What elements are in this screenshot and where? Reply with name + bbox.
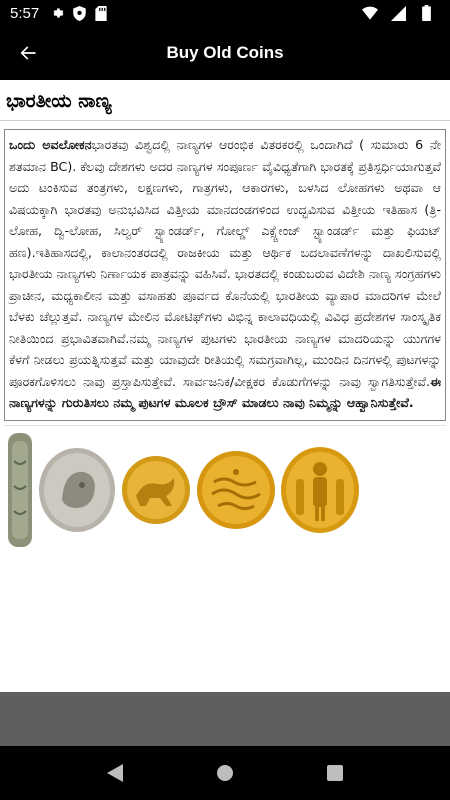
arrow-left-icon [18,43,38,63]
page-heading: ಭಾರತೀಯ ನಾಣ್ಯ [0,80,450,121]
content-area[interactable] [0,80,450,692]
settings-icon [49,5,65,21]
gold-animal-coin [118,452,194,528]
shield-icon [71,5,87,21]
silver-portrait-coin [36,445,118,535]
gold-figure-coin [278,445,362,535]
status-bar [0,0,450,26]
back-button[interactable] [0,26,56,80]
app-title: Buy Old Coins [166,43,284,62]
status-time: 5:57 [10,4,40,22]
signal-icon [390,5,406,21]
nav-home-button[interactable] [205,753,245,793]
article-intro-bold: ಒಂದು ಅವಲೋಕನ [9,137,92,152]
coins-image-strip [4,425,446,551]
status-right-group [362,5,440,21]
nav-recents-button[interactable] [315,753,355,793]
wifi-icon [362,5,378,21]
article-text [4,129,446,421]
system-nav-bar [0,746,450,800]
article-body: ಭಾರತವು ವಿಶ್ವದಲ್ಲಿ ನಾಣ್ಯಗಳ ಆರಂಭಿಕ ವಿತರಕರಲ್ಲಿ ಒಂದಾಗಿದೆ ( ಸುಮಾರು 6 ನೇ ಶತಮಾನ BC). ಕೆಲವು ದೇಶಗಳು ಅದರ ನಾಣ್ಯಗಳ ಸಂಪೂರ್ಣ ವೈವಿಧ್ಯತೆಗಾಗಿ ಭಾರತಕ್ಕೆ ಪ್ರತಿಸ್ಪರ್ಧಿಯಾಗುತ್ತವೆ ಅದು ಟಂಕಿಸುವ ತಂತ್ರಗಳು, ಲಕ್ಷಣಗಳು, ಗಾತ್ರಗಳು, ಆಕಾರಗಳು, ಬಳಸಿದ ಲೋಹಗಳು ಅಥವಾ ಆ ವಿಷಯಕ್ಕಾಗಿ ಭಾರತವು ಅನುಭವಿಸಿದ ವಿತ್ತೀಯ ಮಾನದಂಡಗಳಿಂದ ಉದ್ಭವಿಸುವ ವಿತ್ತೀಯ ಇತಿಹಾಸ (ತ್ರಿ-ಲೋಹ, ದ್ವಿ-ಲೋಹ, ಸಿಲ್ವರ್ ಸ್ಟ್ಯಾಂಡರ್ಡ್, ಗೋಲ್ಡ್ ಎಕ್ಸ್ಚೇಂಜ್ ಸ್ಟ್ಯಾಂಡರ್ಡ್ ಮತ್ತು ಫಿಯಟ್ ಹಣ).ಇತಿಹಾಸದಲ್ಲಿ, ಕಾಲಾನಂತರದಲ್ಲಿ ರಾಜಕೀಯ ಮತ್ತು ಆರ್ಥಿಕ ಬದಲಾವಣೆಗಳನ್ನು ದಾಖಲಿಸುವಲ್ಲಿ ಭಾರತೀಯ ನಾಣ್ಯಗಳು ನಿರ್ಣಾಯಕ ಪಾತ್ರವನ್ನು ವಹಿಸಿವೆ. ಭಾರತದಲ್ಲಿ ಕಂಡುಬರುವ ವಿದೇಶಿ ನಾಣ್ಯ ಸಂಗ್ರಹಗಳು ಪ್ರಾಚೀನ, ಮಧ್ಯಕಾಲೀನ ಮತ್ತು ವಸಾಹತು ಪೂರ್ವದ ಕೊನೆಯಲ್ಲಿ ಭಾರತೀಯ ವ್ಯಾಪಾರ ಮಾದರಿಗಳ ಮೇಲೆ ಬೆಳಕು ಚೆಲ್ಲುತ್ತವೆ. ನಾಣ್ಯಗಳ ಮೇಲಿನ ಮೋಟಿಫ್‌ಗಳು ವಿಭಿನ್ನ ಕಾಲಾವಧಿಯಲ್ಲಿ ವಿವಿಧ ಪ್ರದೇಶಗಳ ಸಾಂಸ್ಕೃತಿಕ ನೀತಿಯಿಂದ ಪ್ರಭಾವಿತವಾಗಿವೆ.ನಮ್ಮ ನಾಣ್ಯಗಳ ಪುಟಗಳು ಭಾರತೀಯ ನಾಣ್ಯಗಳ ಮಾದರಿಯನ್ನು ಯುಗಗಳ ಕೆಳಗೆ ನೀಡಲು ಪ್ರಯತ್ನಿಸುತ್ತವೆ ಮತ್ತು ಯಾವುದೇ ರೀತಿಯಲ್ಲಿ ಸಮಗ್ರವಾಗಿಲ್ಲ, ಮುಂದಿನ ದಿನಗಳಲ್ಲಿ ಪುಟಗಳನ್ನು ಪೂರಕಗೊಳಿಸಲು ನಾವು ಪ್ರಸ್ತಾಪಿಸುತ್ತೇವೆ. ಸಾರ್ವಜನಿಕ/ವೀಕ್ಷಕರ ಕೊಡುಗೆಗಳನ್ನು ನಾವು ಸ್ವಾಗತಿಸುತ್ತೇವೆ. [9,137,441,389]
square-recents-icon [327,765,343,781]
circle-home-icon [216,764,234,782]
gold-script-mohur [194,448,278,532]
sd-card-icon [93,5,109,21]
triangle-back-icon [107,764,123,782]
punch-marked-bar-coin [4,431,36,549]
app-bar [0,26,450,80]
bottom-gray-band [0,692,450,746]
battery-icon [418,5,434,21]
nav-back-button[interactable] [95,753,135,793]
article-outro-bold: ಈ ನಾಣ್ಯಗಳನ್ನು ಗುರುತಿಸಲು ನಮ್ಮ ಪುಟಗಳ ಮೂಲಕ ಬ್ರೌಸ್ ಮಾಡಲು ನಾವು ನಿಮ್ಮನ್ನು ಆಹ್ವಾನಿಸುತ್ತೇವೆ. [9,373,441,410]
